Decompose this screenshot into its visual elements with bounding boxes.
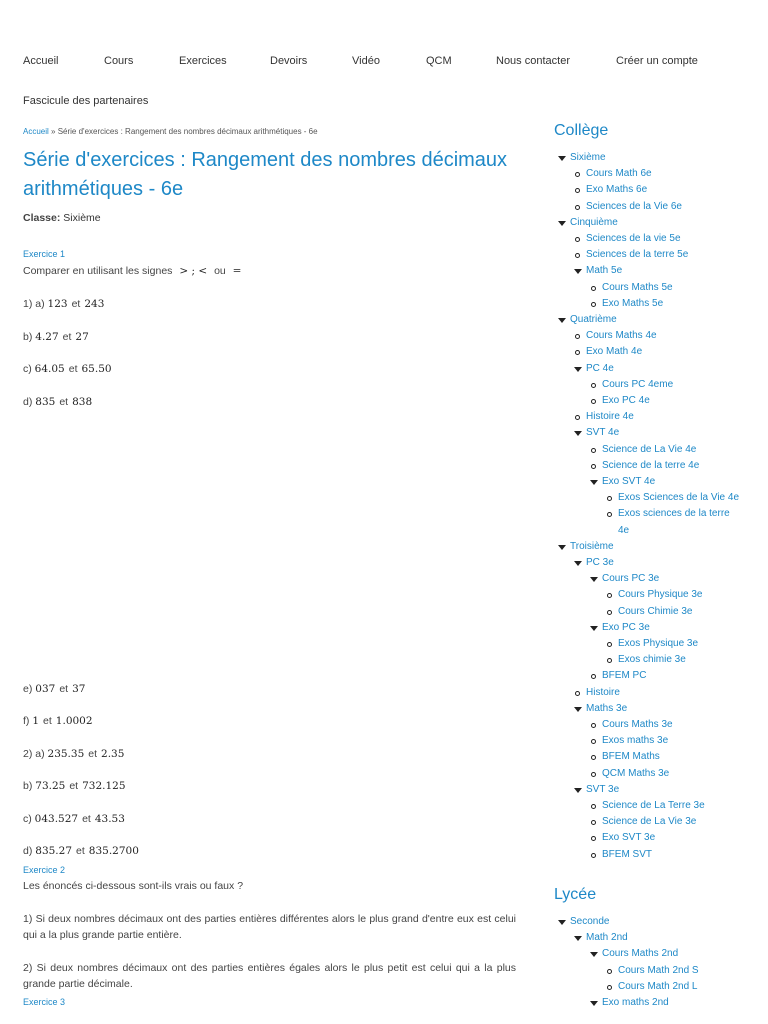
comparison-item bbox=[23, 396, 92, 408]
item-value-b: 835.2700 bbox=[88, 845, 139, 857]
breadcrumb bbox=[23, 127, 318, 136]
comparison-item bbox=[23, 363, 112, 375]
comparison-item bbox=[23, 715, 93, 727]
comparison-item bbox=[23, 683, 85, 695]
item-value-b: 43.53 bbox=[94, 813, 125, 825]
comparison-item bbox=[23, 748, 124, 760]
bullet-circle-icon bbox=[607, 512, 612, 517]
instruction-or: ou bbox=[214, 265, 226, 277]
sidebar-link[interactable]: SVT 4e bbox=[586, 427, 620, 439]
sidebar-link[interactable]: Exo SVT 3e bbox=[602, 832, 656, 844]
sidebar-link[interactable]: Maths 3e bbox=[586, 702, 628, 714]
bullet-circle-icon bbox=[575, 172, 580, 177]
sidebar-link[interactable]: Sixième bbox=[570, 152, 606, 163]
item-value-b: 27 bbox=[75, 331, 89, 343]
sidebar-link[interactable]: Exo Maths 6e bbox=[586, 184, 648, 196]
sidebar-link[interactable]: Histoire 4e bbox=[586, 411, 634, 423]
item-et: et bbox=[59, 396, 69, 408]
bullet-circle-icon bbox=[607, 610, 612, 615]
item-prefix: d) bbox=[23, 845, 36, 857]
nav-partners[interactable]: Fascicule des partenaires bbox=[23, 95, 149, 107]
sidebar-link[interactable]: Exo PC 4e bbox=[602, 395, 650, 406]
sidebar-link-continuation[interactable]: 4e bbox=[618, 524, 630, 536]
expand-triangle-icon[interactable] bbox=[590, 626, 598, 631]
comparison-signs: > ; < bbox=[179, 265, 208, 277]
item-value-b: 65.50 bbox=[81, 363, 112, 375]
item-value-b: 37 bbox=[72, 683, 86, 695]
sidebar-link[interactable]: Math 2nd bbox=[586, 932, 628, 944]
item-value-b: 243 bbox=[84, 298, 105, 310]
classe-label: Classe: bbox=[23, 212, 61, 224]
sidebar-link[interactable]: Cinquième bbox=[570, 216, 618, 228]
instruction-text: Comparer en utilisant les signes bbox=[23, 265, 173, 277]
item-et: et bbox=[62, 331, 72, 343]
sidebar-heading-lycee: Lycée bbox=[554, 886, 597, 903]
bullet-circle-icon bbox=[591, 286, 596, 291]
nav-devoirs[interactable]: Devoirs bbox=[270, 55, 308, 67]
breadcrumb-current: Série d'exercices : Rangement des nombres décimaux arithmétiques - 6e bbox=[57, 127, 318, 136]
comparison-item bbox=[23, 298, 104, 310]
sidebar-link[interactable]: Exo maths 2nd bbox=[602, 997, 669, 1008]
item-et: et bbox=[82, 813, 91, 825]
sidebar-link[interactable]: BFEM SVT bbox=[602, 848, 653, 860]
item-et: et bbox=[43, 715, 52, 727]
exercise-2-link[interactable]: Exercice 2 bbox=[23, 865, 66, 875]
expand-triangle-icon[interactable] bbox=[558, 156, 566, 161]
expand-triangle-icon[interactable] bbox=[574, 561, 582, 566]
item-value-a: 235.35 bbox=[47, 748, 85, 760]
item-prefix: b) bbox=[23, 331, 36, 343]
bullet-circle-icon bbox=[575, 237, 580, 242]
expand-triangle-icon[interactable] bbox=[590, 577, 598, 582]
classe-value: Sixième bbox=[60, 212, 101, 224]
sidebar-link[interactable]: Cours Physique 3e bbox=[618, 589, 703, 601]
expand-triangle-icon[interactable] bbox=[574, 269, 582, 274]
comparison-item bbox=[23, 845, 139, 857]
comparison-item bbox=[23, 780, 126, 792]
sidebar-link[interactable]: Cours Maths 4e bbox=[586, 330, 657, 342]
item-et: et bbox=[59, 683, 69, 695]
expand-triangle-icon[interactable] bbox=[558, 920, 566, 925]
item-et: et bbox=[68, 363, 78, 375]
exercise-2-statement: 1) Si deux nombres décimaux ont des parties entières différentes alors le plus grand d'entre eux est celui qui a la plus grande partie entière. bbox=[23, 913, 516, 941]
bullet-circle-icon bbox=[607, 985, 612, 990]
bullet-circle-icon bbox=[591, 804, 596, 809]
nav-register[interactable]: Créer un compte bbox=[616, 55, 698, 67]
sidebar-link[interactable]: Seconde bbox=[570, 916, 610, 927]
comparison-item bbox=[23, 331, 89, 343]
sidebar-link[interactable]: Quatrième bbox=[570, 314, 617, 325]
expand-triangle-icon[interactable] bbox=[574, 707, 582, 712]
sidebar-link[interactable]: Math 5e bbox=[586, 265, 623, 277]
top-nav bbox=[0, 55, 768, 71]
bullet-circle-icon bbox=[591, 448, 596, 453]
sidebar-link[interactable]: Cours Math 6e bbox=[586, 168, 652, 180]
sidebar-link[interactable]: Science de La Terre 3e bbox=[602, 800, 705, 811]
item-value-a: 64.05 bbox=[34, 363, 65, 375]
expand-triangle-icon[interactable] bbox=[574, 367, 582, 372]
item-et: et bbox=[69, 780, 79, 792]
sidebar-link[interactable]: Science de La Vie 4e bbox=[602, 443, 697, 455]
exercise-1-link[interactable]: Exercice 1 bbox=[23, 249, 66, 259]
expand-triangle-icon[interactable] bbox=[590, 952, 598, 957]
sidebar-link[interactable]: Sciences de la Vie 6e bbox=[586, 200, 682, 212]
nav-accueil[interactable]: Accueil bbox=[23, 55, 59, 67]
item-value-a: 123 bbox=[47, 298, 68, 310]
bullet-circle-icon bbox=[591, 772, 596, 777]
bullet-circle-icon bbox=[591, 674, 596, 679]
classe-line bbox=[23, 212, 101, 224]
sidebar-link[interactable]: BFEM Maths bbox=[602, 751, 660, 763]
bullet-circle-icon bbox=[591, 302, 596, 307]
sidebar-link[interactable]: Cours Math 2nd L bbox=[618, 980, 698, 992]
sidebar-heading-college: Collège bbox=[554, 122, 609, 139]
bullet-circle-icon bbox=[607, 969, 612, 974]
sidebar-link[interactable]: Cours PC 3e bbox=[602, 573, 660, 585]
item-prefix: c) bbox=[23, 363, 35, 375]
sidebar-link[interactable]: BFEM PC bbox=[602, 670, 647, 682]
sidebar-link[interactable]: Cours Maths 2nd bbox=[602, 948, 679, 960]
sidebar-link[interactable]: Troisième bbox=[570, 540, 614, 552]
exercise-2-statement: 2) Si deux nombres décimaux ont des parties entières égales alors le plus petit est celui qui a la plus grande partie décimale. bbox=[23, 962, 516, 990]
bullet-circle-icon bbox=[591, 755, 596, 760]
item-value-a: 1 bbox=[32, 715, 40, 727]
bullet-circle-icon bbox=[575, 188, 580, 193]
sidebar-link[interactable]: Exo SVT 4e bbox=[602, 476, 656, 487]
bullet-circle-icon bbox=[575, 334, 580, 339]
sidebar-link[interactable]: Exos chimie 3e bbox=[618, 654, 686, 666]
sidebar-link[interactable]: PC 3e bbox=[586, 557, 614, 568]
expand-triangle-icon[interactable] bbox=[558, 318, 566, 323]
comparison-item bbox=[23, 813, 125, 825]
sidebar-link[interactable]: QCM Maths 3e bbox=[602, 767, 670, 779]
item-value-b: 838 bbox=[72, 396, 93, 408]
item-value-a: 835 bbox=[35, 396, 56, 408]
bullet-circle-icon bbox=[591, 820, 596, 825]
item-value-a: 043.527 bbox=[34, 813, 79, 825]
sidebar-link[interactable]: Exos Sciences de la Vie 4e bbox=[618, 492, 740, 504]
item-value-a: 037 bbox=[35, 683, 56, 695]
item-et: et bbox=[88, 748, 98, 760]
bullet-circle-icon bbox=[575, 415, 580, 420]
page-title: Série d'exercices : Rangement des nombres décimaux arithmétiques - 6e bbox=[23, 149, 508, 200]
sidebar-link[interactable]: Exo Maths 5e bbox=[602, 297, 664, 309]
nav-exercices[interactable]: Exercices bbox=[179, 55, 227, 67]
bullet-circle-icon bbox=[591, 739, 596, 744]
bullet-circle-icon bbox=[575, 350, 580, 355]
bullet-circle-icon bbox=[607, 658, 612, 663]
sidebar-link[interactable]: Cours Math 2nd S bbox=[618, 964, 699, 976]
bullet-circle-icon bbox=[591, 383, 596, 388]
item-prefix: e) bbox=[23, 683, 36, 695]
nav-cours[interactable]: Cours bbox=[104, 55, 134, 67]
equal-sign: = bbox=[232, 265, 242, 277]
bullet-circle-icon bbox=[591, 399, 596, 404]
bullet-circle-icon bbox=[575, 691, 580, 696]
bullet-circle-icon bbox=[575, 205, 580, 210]
nav-video[interactable]: Vidéo bbox=[352, 55, 380, 67]
expand-triangle-icon[interactable] bbox=[590, 1001, 598, 1006]
item-prefix: f) bbox=[23, 715, 33, 727]
bullet-circle-icon bbox=[591, 464, 596, 469]
sidebar-link[interactable]: PC 4e bbox=[586, 362, 614, 374]
item-prefix: d) bbox=[23, 396, 36, 408]
item-prefix: 1) a) bbox=[23, 298, 48, 310]
exercise-1-instruction bbox=[23, 265, 245, 277]
sidebar-link[interactable]: Exo Math 4e bbox=[586, 346, 643, 358]
item-prefix: b) bbox=[23, 780, 36, 792]
item-value-a: 4.27 bbox=[35, 331, 59, 343]
sidebar-link[interactable]: Exo PC 3e bbox=[602, 621, 650, 633]
item-prefix: 2) a) bbox=[23, 748, 48, 760]
item-et: et bbox=[76, 845, 85, 857]
expand-triangle-icon[interactable] bbox=[574, 936, 582, 941]
sidebar-link[interactable]: Exos Physique 3e bbox=[618, 638, 699, 649]
sidebar-link[interactable]: SVT 3e bbox=[586, 783, 620, 795]
bullet-circle-icon bbox=[607, 496, 612, 501]
bullet-circle-icon bbox=[591, 853, 596, 858]
sidebar-link[interactable]: Science de la terre 4e bbox=[602, 459, 700, 471]
sidebar-link[interactable]: Cours PC 4eme bbox=[602, 378, 674, 390]
bullet-circle-icon bbox=[575, 253, 580, 258]
bullet-circle-icon bbox=[591, 836, 596, 841]
sidebar-link[interactable]: Sciences de la terre 5e bbox=[586, 249, 689, 261]
item-prefix: c) bbox=[23, 813, 35, 825]
bullet-circle-icon bbox=[607, 593, 612, 598]
breadcrumb-home-link[interactable]: Accueil bbox=[23, 127, 49, 136]
expand-triangle-icon[interactable] bbox=[590, 480, 598, 485]
item-et: et bbox=[71, 298, 81, 310]
expand-triangle-icon[interactable] bbox=[558, 545, 566, 550]
sidebar-link[interactable]: Cours Chimie 3e bbox=[618, 605, 693, 617]
exercise-3-link[interactable]: Exercice 3 bbox=[23, 997, 66, 1007]
breadcrumb-separator: » bbox=[48, 127, 58, 136]
item-value-a: 835.27 bbox=[35, 845, 73, 857]
item-value-a: 73.25 bbox=[35, 780, 66, 792]
sidebar-link[interactable]: Histoire bbox=[586, 686, 620, 698]
bullet-circle-icon bbox=[591, 723, 596, 728]
exercise-2-question: Les énoncés ci-dessous sont-ils vrais ou faux ? bbox=[23, 880, 244, 892]
sidebar-link[interactable]: Cours Maths 5e bbox=[602, 281, 673, 293]
expand-triangle-icon[interactable] bbox=[558, 221, 566, 226]
sidebar-link[interactable]: Cours Maths 3e bbox=[602, 719, 673, 730]
sidebar-link[interactable]: Sciences de la vie 5e bbox=[586, 233, 681, 244]
item-value-b: 1.0002 bbox=[55, 715, 93, 727]
nav-qcm[interactable]: QCM bbox=[426, 55, 452, 67]
bullet-circle-icon bbox=[607, 642, 612, 647]
sidebar-link[interactable]: Exos maths 3e bbox=[602, 735, 669, 747]
item-value-b: 732.125 bbox=[82, 780, 126, 792]
item-value-b: 2.35 bbox=[101, 748, 125, 760]
sidebar-link[interactable]: Science de La Vie 3e bbox=[602, 816, 697, 828]
sidebar-link[interactable]: Exos sciences de la terre bbox=[618, 508, 730, 520]
expand-triangle-icon[interactable] bbox=[574, 788, 582, 793]
nav-contact[interactable]: Nous contacter bbox=[496, 55, 570, 67]
expand-triangle-icon[interactable] bbox=[574, 431, 582, 436]
